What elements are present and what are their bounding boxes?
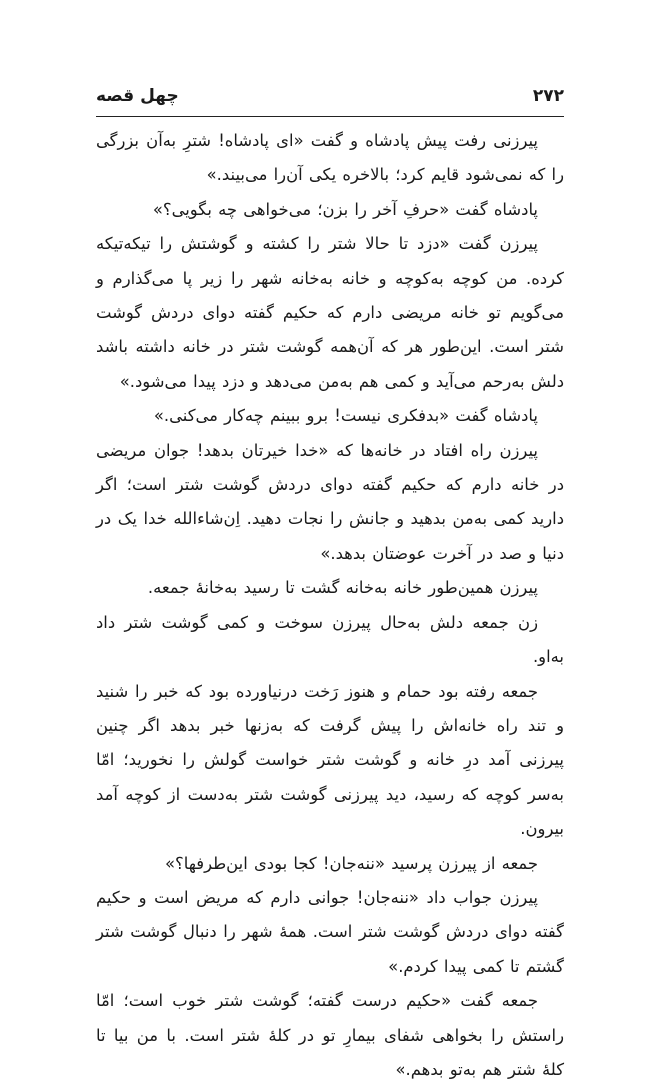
paragraph: جمعه رفته بود حمام و هنوز رَخت درنیاورده بود که خبر را شنید و تند راه خانه‌اش را پیش گرفت که به‌زنها خبر بدهد اگر چنین پیرزنی آمد درِ خانه و گوشت شتر خواست گولش را نخورید؛ امّا به‌سر کوچه که رسید، دید پیرزنی گوشت شتر به‌دست از کوچه آمد بیرون. bbox=[96, 681, 564, 839]
paragraph: پیرزن گفت «دزد تا حالا شتر را کشته و گوشتش را تیکه‌تیکه کرده. من کوچه به‌کوچه و خانه به‌خانه شهر را زیر پا می‌گذارم و می‌گویم تو خانه مریضی دارم که حکیم گفته دوای دردش گوشت شتر است. این‌طور هر که آن‌همه گوشت شتر در خانه داشته باشد دلش به‌رحم می‌آید و کمی هم به‌من می‌دهد و دزد پیدا می‌شود.» bbox=[96, 234, 564, 391]
paragraph: جمعه از پیرزن پرسید «ننه‌جان! کجا بودی این‌طرفها؟» bbox=[164, 853, 538, 873]
paragraph: پادشاه گفت «حرفِ آخر را بزن؛ می‌خواهی چه بگویی؟» bbox=[152, 199, 538, 219]
page-number: ۲۷۲ bbox=[532, 86, 564, 106]
paragraph: پیرزن جواب داد «ننه‌جان! جوانی دارم که مریض است و حکیم گفته دوای دردش گوشت شتر است. همهٔ شهر را دنبال گوشت شتر گشتم تا کمی پیدا کردم.» bbox=[96, 887, 564, 976]
paragraph: پادشاه گفت «بدفکری نیست! برو ببینم چه‌کار می‌کنی.» bbox=[153, 406, 538, 426]
paragraph: پیرزن راه افتاد در خانه‌ها که «خدا خیرتان بدهد! جوان مریضی در خانه دارم که حکیم گفته دوای دردش گوشت شتر است؛ اگر دارید کمی به‌من بدهید و جانش را نجات دهید. اِن‌شاءالله خدا یک در دنیا و صد در آخرت عوضتان بدهد.» bbox=[96, 440, 564, 563]
paragraph: زن جمعه دلش به‌حال پیرزن سوخت و کمی گوشت شتر داد به‌او. bbox=[96, 612, 564, 667]
book-title: چهل قصه bbox=[96, 86, 179, 106]
body-text bbox=[96, 124, 564, 1087]
paragraph: پیرزن همین‌طور خانه به‌خانه گشت تا رسید به‌خانهٔ جمعه. bbox=[147, 578, 538, 598]
header-rule bbox=[96, 116, 564, 117]
running-header bbox=[96, 86, 564, 112]
paragraph: پیرزنی رفت پیش پادشاه و گفت «ای پادشاه! شترِ به‌آن بزرگی را که نمی‌شود قایم کرد؛ بالاخره یکی آن‌را می‌بیند.» bbox=[96, 131, 564, 185]
paragraph: جمعه گفت «حکیم درست گفته؛ گوشت شتر خوب است؛ امّا راستش را بخواهی شفای بیمارِ تو در کلهٔ شتر است. با من بیا تا کلهٔ شتر هم به‌تو بدهم.» bbox=[96, 991, 564, 1079]
